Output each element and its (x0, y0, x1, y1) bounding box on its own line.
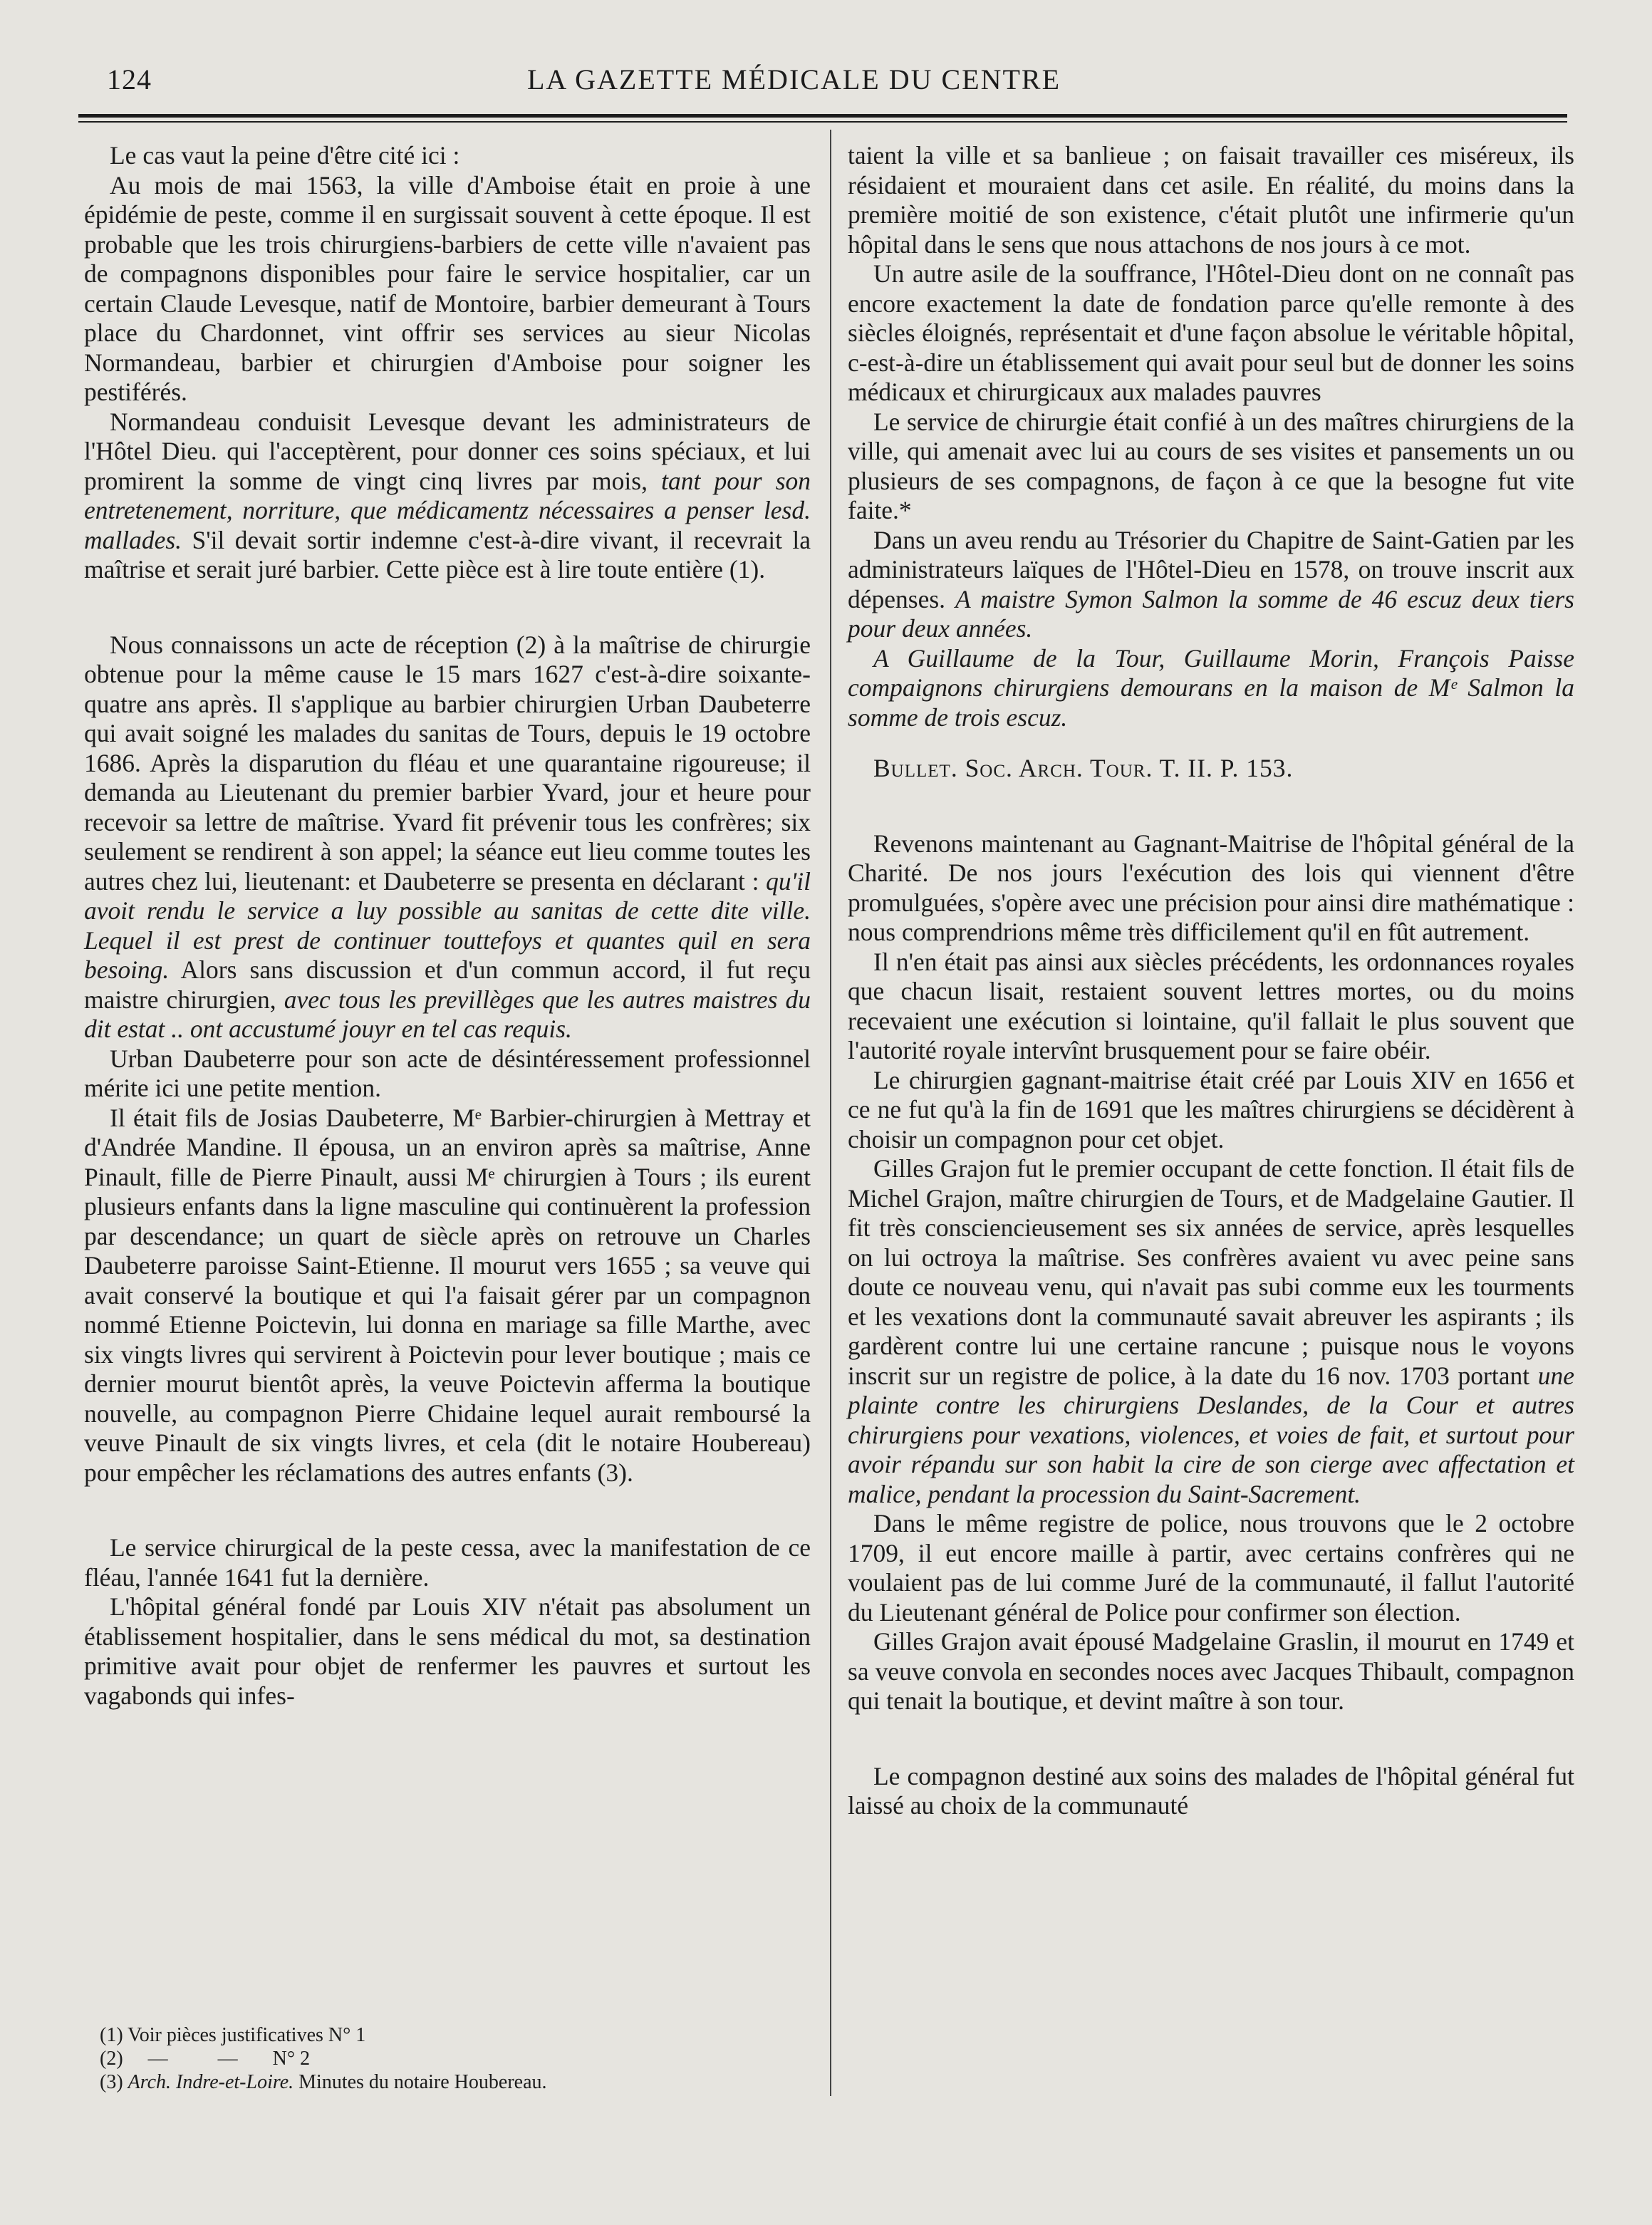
text-run: S'il devait sortir indemne c'est-à-dire vivant, il recevrait la maîtrise et serait juré barbier. Cette pièce est à lire toute entière (1). (84, 525, 811, 584)
right-column (848, 141, 1574, 1821)
paragraph (848, 1154, 1574, 1509)
text-run: Gilles Grajon fut le premier occupant de cette fonction. Il était fils de Michel Grajon, maître chirurgien de Tours, et de Madgelaine Gautier. Il fit très consciencieusement ses six années de service, après lesquelles on lui octroya la maîtrise. Ses confrères avaient vu avec peine sans doute ce nouveau venu, qui n'avait pas subi comme eux les tourments et les vexations dont la communauté savait abreuver les aspirants ; ils gardèrent contre lui une certaine rancune ; puisque nous le voyons inscrit sur un registre de police, à la date du 16 nov. 1703 portant (848, 1154, 1574, 1390)
spacer (848, 784, 1574, 829)
paragraph: taient la ville et sa banlieue ; on faisait travailler ces miséreux, ils résidaient et mouraient dans cet asile. En réalité, du moins dans la première moitié de son existence, c'était plutôt une infirmerie qu'un hôpital dans le sens que nous attachons de nos jours à ce mot. (848, 141, 1574, 259)
citation: Bullet. Soc. Arch. Tour. T. II. P. 153. (873, 754, 1294, 782)
page-number: 124 (107, 63, 152, 95)
quoted-text: une plainte contre les chirurgiens Deslandes, de la Cour et autres chirurgiens pour vexations, violences, et voies de fait, et surtout pour avoir répandu sur son habit la cire de son cierge avec affectation et malice, pendant la procession du Saint-Sacrement. (848, 1361, 1574, 1508)
paragraph: L'hôpital général fondé par Louis XIV n'était pas absolument un établissement hospitalier, dans le sens médical du mot, sa destination primitive avait pour objet de renfermer les pauvres et surtout les vagabonds qui infes- (84, 1592, 811, 1710)
paragraph: Urban Daubeterre pour son acte de désintéressement professionnel mérite ici une petite mention. (84, 1044, 811, 1102)
paragraph: Le compagnon destiné aux soins des malades de l'hôpital général fut laissé au choix de la communauté (848, 1761, 1574, 1820)
quoted-text: tant pour son entretenement, norriture, que médicamentz nécessaires a penser lesd. mallades. (84, 466, 811, 554)
paragraph: Gilles Grajon avait épousé Madgelaine Graslin, il mourut en 1749 et sa veuve convola en secondes noces avec Jacques Thibault, compagnon qui tenait la boutique, et devint maître à son tour. (848, 1627, 1574, 1715)
column-divider (830, 130, 831, 2096)
paragraph: Il était fils de Josias Daubeterre, Mᵉ Barbier-chirurgien à Mettray et d'Andrée Mandine. Il épousa, un an environ après sa maîtrise, Anne Pinault, fille de Pierre Pinault, aussi Mᵉ chirurgien à Tours ; ils eurent plusieurs enfants dans la ligne masculine qui continuèrent la profession par descendance; un quart de siècle après on retrouve un Charles Daubeterre paroisse Saint-Etienne. Il mourut vers 1655 ; sa veuve qui avait conservé la boutique et qui l'a faisait gérer par un compagnon nommé Etienne Poictevin, lui donna en mariage sa fille Marthe, avec six vingts livres qui servirent à Poictevin pour lever boutique ; mais ce dernier mourut bientôt après, la veuve Poictevin afferma la boutique nouvelle, au compagnon Pierre Chidaine lequel aurait remboursé la veuve Pinault de six vingts livres, et cela (dit le notaire Houbereau) pour empêcher les réclamations des autres enfants (3). (84, 1103, 811, 1487)
footnotes (100, 2023, 812, 2094)
footnote: (1) Voir pièces justificatives N° 1 (100, 2024, 366, 2046)
paragraph: Il n'en était pas ainsi aux siècles précédents, les ordonnances royales que chacun lisait, restaient souvent lettres mortes, ou du moins recevaient une exécution si lointaine, qu'il fallait le plus souvent que l'autorité royale intervînt brusquement pour se faire obéir. (848, 947, 1574, 1064)
quoted-text: A maistre Symon Salmon la somme de 46 escuz deux tiers pour deux années. (848, 584, 1574, 643)
quoted-text: avec tous les previllèges que les autres maistres du dit estat .. ont accustumé jouyr en tel cas requis. (84, 985, 811, 1043)
running-head-title: LA GAZETTE MÉDICALE DU CENTRE (527, 63, 1061, 95)
paragraph: Revenons maintenant au Gagnant-Maitrise de l'hôpital général de la Charité. De nos jours l'exécution des lois qui viennent d'être promulguées, s'opère avec une précision pour ainsi dire mathématique : nous comprendrions même très difficilement qu'il en fût autrement. (848, 829, 1574, 946)
paragraph: Dans le même registre de police, nous trouvons que le 2 octobre 1709, il eut encore maille à partir, avec certains confrères qui ne voulaient pas de lui comme Juré de la communauté, il fallut l'autorité du Lieutenant général de Police pour confirmer son élection. (848, 1509, 1574, 1627)
spacer (84, 585, 811, 631)
paragraph (848, 644, 1574, 733)
paragraph: Le chirurgien gagnant-maitrise était créé par Louis XIV en 1656 et ce ne fut qu'à la fin de 1691 que les maîtres chirurgiens se décidèrent à choisir un compagnon pour cet objet. (848, 1065, 1574, 1153)
quoted-text: A Guillaume de la Tour, Guillaume Morin, François Paisse compaignons chirurgiens demourans en la maison de Mᵉ Salmon la somme de trois escuz. (848, 643, 1574, 732)
spacer (84, 1488, 811, 1533)
text-run: Normandeau conduisit Levesque devant les administrateurs de l'Hôtel Dieu. qui l'acceptèrent, pour donner ces soins spéciaux, et lui promirent la somme de vingt cinq livres par mois, (84, 407, 811, 495)
header-rule-thick (78, 114, 1567, 118)
paragraph (84, 631, 811, 1044)
header-rule-thin (78, 121, 1567, 123)
text-run: Minutes du notaire Houbereau. (293, 2071, 547, 2093)
footnote (100, 2070, 812, 2094)
paragraph: Le service de chirurgie était confié à un des maîtres chirurgiens de la ville, qui amenait avec lui au cours de ses visites et pansements un ou plusieurs de ses compagnons, de façon à ce que la besogne fut vite faite.* (848, 407, 1574, 524)
text-run: (3) (100, 2071, 128, 2093)
paragraph: Au mois de mai 1563, la ville d'Amboise était en proie à une épidémie de peste, comme il en surgissait souvent à cette époque. Il est probable que les trois chirurgiens-barbiers de cette ville n'avaient pas de compagnons disponibles pour faire le service hospitalier, car un certain Claude Levesque, natif de Montoire, barbier demeurant à Tours place du Chardonnet, vint offrir ses services au sieur Nicolas Normandeau, barbier et chirurgien d'Amboise pour soigner les pestiférés. (84, 170, 811, 406)
text-run: Alors sans discussion et d'un commun accord, il fut reçu maistre chirurgien, (84, 955, 811, 1014)
quoted-text: qu'il avoit rendu le service a luy possible au sanitas de cette dite ville. Lequel il est prest de continuer touttefoys et quantes quil en sera besoing. (84, 866, 811, 984)
paragraph: Un autre asile de la souffrance, l'Hôtel-Dieu dont on ne connaît pas encore exactement la date de fondation parce qu'elle remonte à des siècles éloignés, représentait et d'une façon absolue le véritable hôpital, c-est-à-dire un établissement qui avait pour seul but de donner les soins médicaux et chirurgicaux aux malades pauvres (848, 259, 1574, 406)
text-run: Nous connaissons un acte de réception (2) à la maîtrise de chirurgie obtenue pour la même cause le 15 mars 1627 c'est-à-dire soixante-quatre ans après. Il s'applique au barbier chirurgien Urban Daubeterre qui avait soigné les malades du sanitas de Tours, depuis le 19 octobre 1686. Après la disparution du fléau et une quarantaine rigoureuse; il demanda au Lieutenant du premier barbier Yvard, jour et heure pour recevoir sa lettre de maîtrise. Yvard fit prévenir tous les confrères; six seulement se rendirent à son appel; la séance eut lieu comme toutes les autres chez lui, lieutenant: et Daubeterre se presenta en déclarant : (84, 630, 811, 896)
paragraph: Le cas vaut la peine d'être cité ici : (110, 141, 460, 170)
paragraph (84, 408, 811, 585)
paragraph: Le service chirurgical de la peste cessa, avec la manifestation de ce fléau, l'année 1641 fut la dernière. (84, 1533, 811, 1592)
source-name: Arch. Indre-et-Loire. (128, 2071, 294, 2093)
text-run: Dans un aveu rendu au Trésorier du Chapitre de Saint-Gatien par les administrateurs laïques de l'Hôtel-Dieu en 1578, on trouve inscrit aux dépenses. (848, 525, 1574, 613)
left-column (84, 141, 811, 1711)
spacer (848, 1716, 1574, 1762)
footnote: (2) — — N° 2 (100, 2048, 311, 2070)
paragraph (848, 526, 1574, 644)
spacer (848, 732, 1574, 754)
